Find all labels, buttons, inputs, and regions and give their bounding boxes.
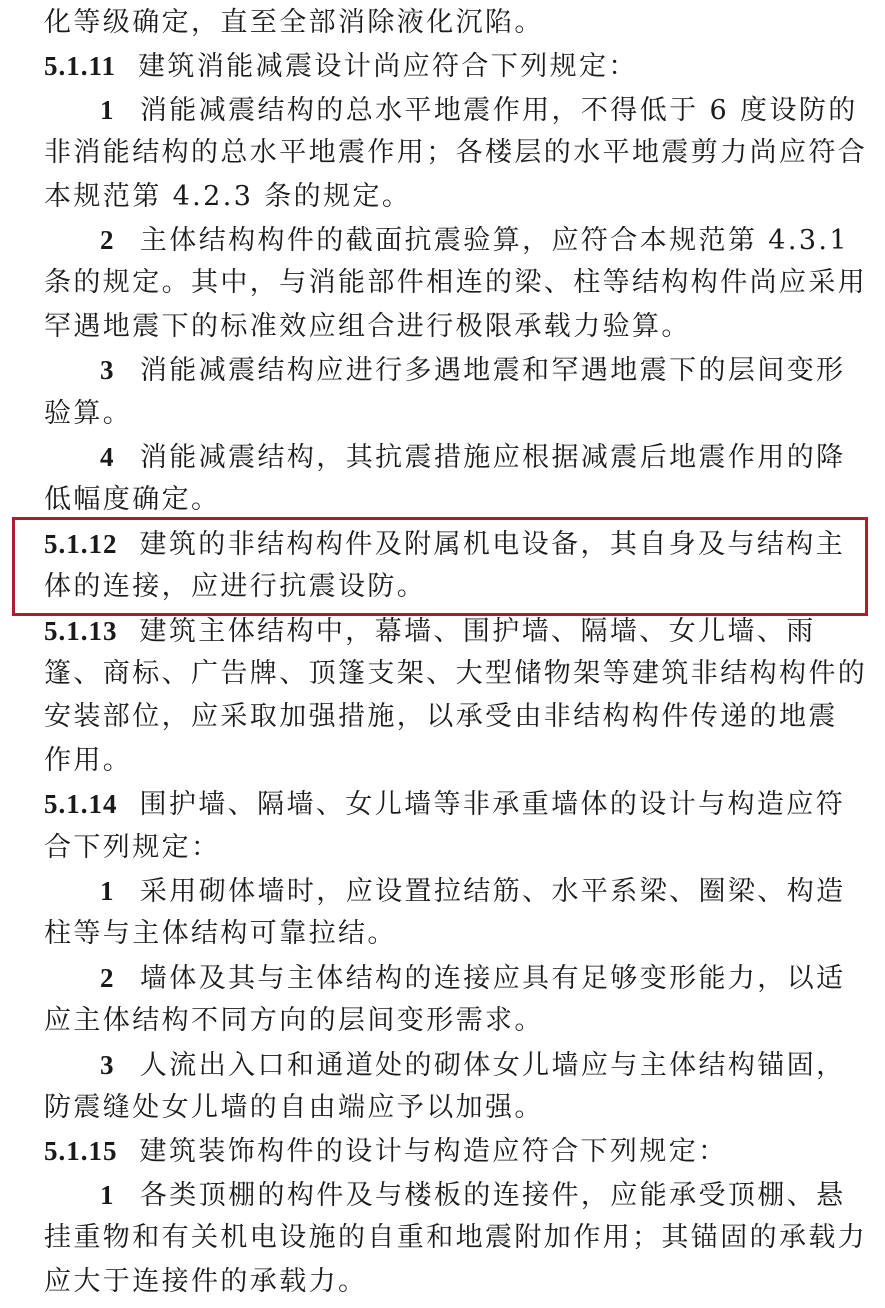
clause-number: 5.1.15 — [44, 1136, 118, 1166]
text-line: 应主体结构不同方向的层间变形需求。 — [44, 1005, 544, 1036]
item-number: 2 — [100, 963, 116, 993]
text-line: 柱等与主体结构可靠拉结。 — [44, 918, 397, 949]
item-1: 1 采用砌体墙时，应设置拉结筋、水平系梁、圈梁、构造 — [100, 876, 846, 907]
item-number: 1 — [100, 1180, 116, 1210]
item-3: 3 消能减震结构应进行多遇地震和罕遇地震下的层间变形 — [100, 355, 846, 386]
item-number: 1 — [100, 876, 116, 906]
text-line: 篷、商标、广告牌、顶篷支架、大型储物架等建筑非结构构件的 — [44, 658, 868, 689]
clause-5-1-11: 5.1.11 建筑消能减震设计尚应符合下列规定： — [44, 51, 638, 82]
text-line: 条的规定。其中，与消能部件相连的梁、柱等结构构件尚应采用 — [44, 267, 868, 298]
item-number: 4 — [100, 442, 116, 472]
text-line: 罕遇地震下的标准效应组合进行极限承载力验算。 — [44, 311, 691, 342]
item-number: 1 — [100, 95, 116, 125]
highlight-box — [12, 517, 868, 616]
clause-number: 5.1.14 — [44, 789, 118, 819]
item-3: 3 人流出入口和通道处的砌体女儿墙应与主体结构锚固， — [100, 1050, 846, 1081]
item-1: 1 各类顶棚的构件及与楼板的连接件，应能承受顶棚、悬 — [100, 1180, 846, 1211]
item-number: 3 — [100, 1050, 116, 1080]
text-line: 合下列规定： — [44, 832, 221, 863]
text-line: 本规范第 4.2.3 条的规定。 — [44, 181, 412, 212]
clause-5-1-15: 5.1.15 建筑装饰构件的设计与构造应符合下列规定： — [44, 1136, 728, 1167]
text-line: 化等级确定，直至全部消除液化沉陷。 — [44, 7, 544, 38]
clause-5-1-13: 5.1.13 建筑主体结构中，幕墙、围护墙、隔墙、女儿墙、雨 — [44, 616, 816, 647]
item-1: 1 消能减震结构的总水平地震作用，不得低于 6 度设防的 — [100, 95, 858, 126]
clause-5-1-12: 5.1.12 建筑的非结构构件及附属机电设备，其自身及与结构主 — [44, 529, 846, 560]
text-line: 验算。 — [44, 398, 133, 429]
clause-number: 5.1.12 — [44, 529, 118, 559]
item-number: 2 — [100, 225, 116, 255]
item-4: 4 消能减震结构，其抗震措施应根据减震后地震作用的降 — [100, 442, 846, 473]
clause-number: 5.1.11 — [44, 51, 117, 81]
item-2: 2 墙体及其与主体结构的连接应具有足够变形能力，以适 — [100, 963, 846, 994]
text-line: 挂重物和有关机电设施的自重和地震附加作用；其锚固的承载力 — [44, 1222, 868, 1253]
text-line: 安装部位，应采取加强措施，以承受由非结构构件传递的地震 — [44, 701, 838, 732]
text-line: 作用。 — [44, 745, 133, 776]
text-line: 应大于连接件的承载力。 — [44, 1266, 368, 1297]
clause-number: 5.1.13 — [44, 616, 118, 646]
text-line: 体的连接，应进行抗震设防。 — [44, 571, 427, 602]
clause-5-1-14: 5.1.14 围护墙、隔墙、女儿墙等非承重墙体的设计与构造应符 — [44, 789, 846, 820]
item-number: 3 — [100, 355, 116, 385]
text-line: 非消能结构的总水平地震作用；各楼层的水平地震剪力尚应符合 — [44, 137, 868, 168]
text-line: 防震缝处女儿墙的自由端应予以加强。 — [44, 1092, 544, 1123]
text-line: 低幅度确定。 — [44, 484, 221, 515]
item-2: 2 主体结构构件的截面抗震验算，应符合本规范第 4.3.1 — [100, 225, 849, 256]
